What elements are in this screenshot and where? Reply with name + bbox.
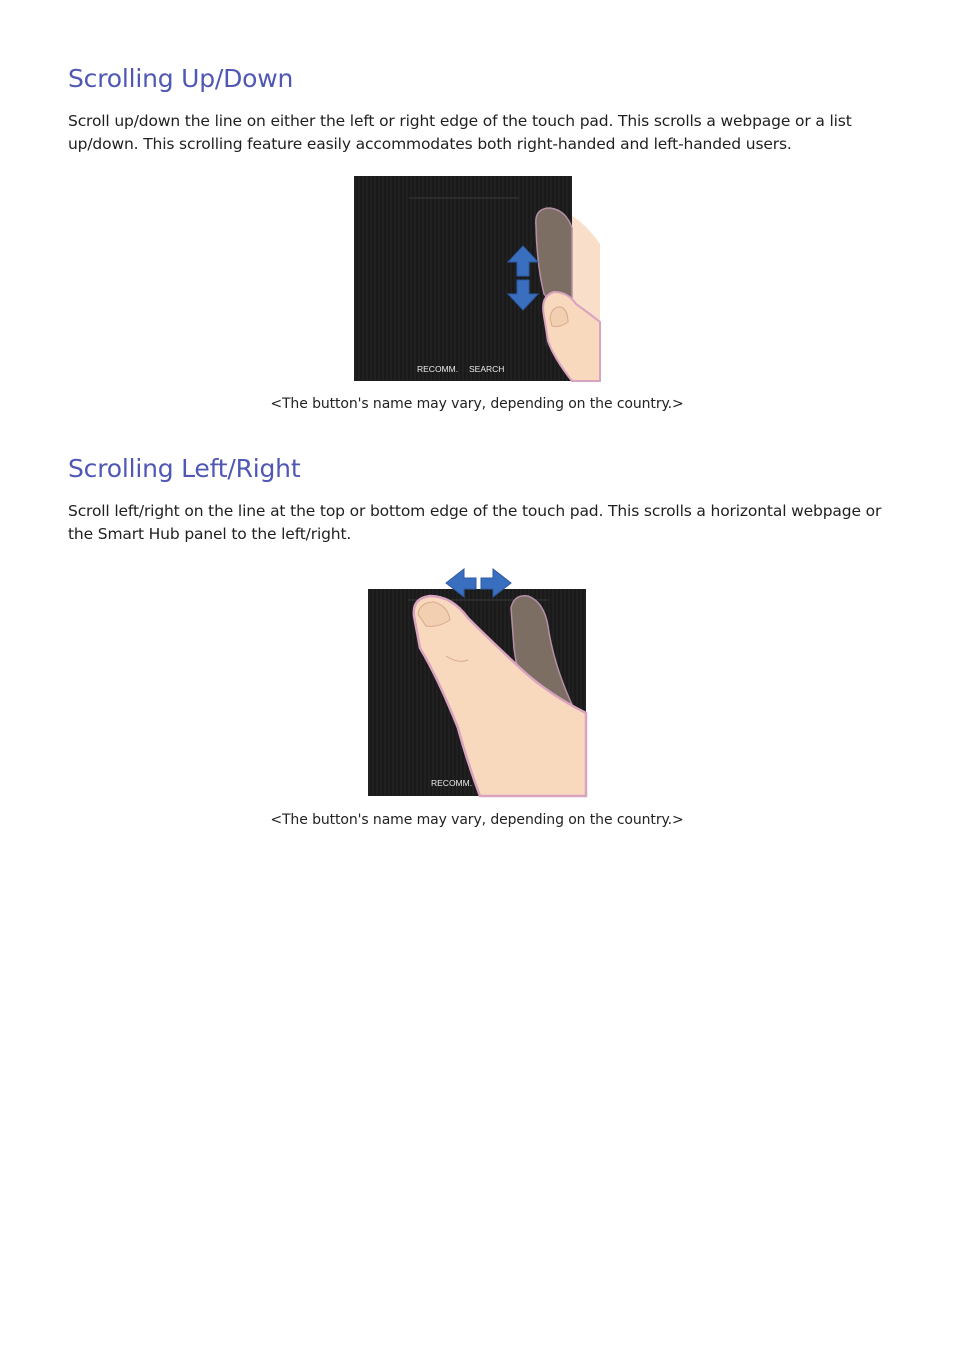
figure-caption-up-down: <The button's name may vary, depending on the country.>: [270, 396, 684, 412]
pad-label-recomm: RECOMM.: [431, 778, 473, 788]
section-title-left-right: Scrolling Left/Right: [68, 454, 301, 483]
section-title-up-down: Scrolling Up/Down: [68, 64, 294, 93]
section-body-left-right: Scroll left/right on the line at the top or bottom edge of the touch pad. This scrolls a horizontal webpage or the Smart Hub panel to the left/right.: [68, 502, 882, 543]
figure-caption-left-right: <The button's name may vary, depending on the country.>: [270, 812, 684, 828]
touchpad-horizontal-scroll-illustration: [368, 568, 590, 798]
section-body-up-down: Scroll up/down the line on either the left or right edge of the touch pad. This scrolls a webpage or a list up/down. This scrolling feature easily accommodates both right-handed and left-handed users.: [68, 112, 852, 153]
touch-pad: [354, 176, 572, 381]
touchpad-vertical-scroll-illustration: [354, 176, 604, 382]
pad-label-search: SEARCH: [469, 364, 505, 374]
pad-label-recomm: RECOMM.: [417, 364, 459, 374]
fingernail: [550, 307, 568, 327]
